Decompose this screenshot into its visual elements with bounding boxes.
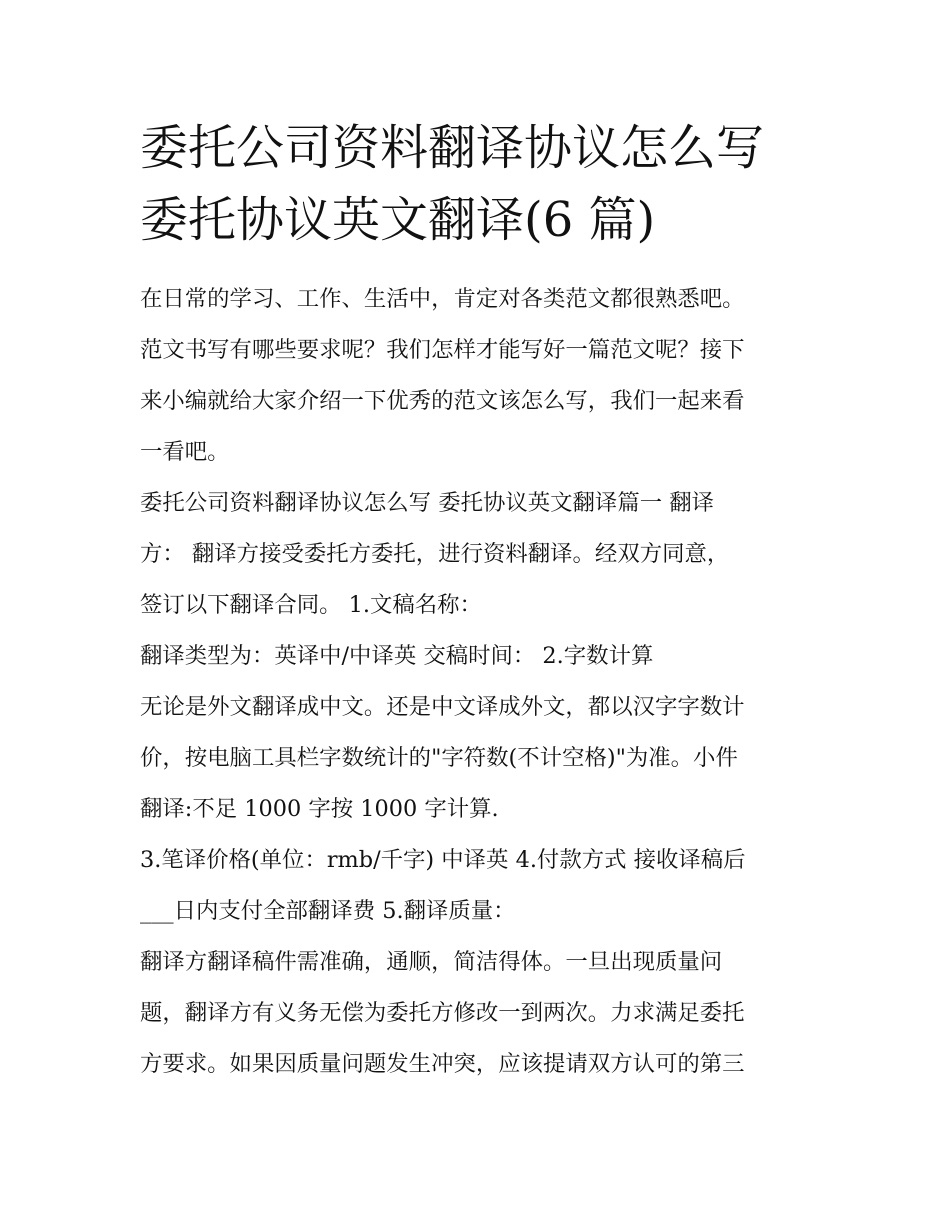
- title-line-2: 委托协议英文翻译(6 篇): [140, 192, 656, 248]
- text-line: 在日常的学习、工作、生活中，肯定对各类范文都很熟悉吧。: [140, 286, 745, 312]
- quality-paragraph: [140, 937, 820, 1090]
- intro-paragraph: [140, 274, 820, 478]
- text-line: 委托公司资料翻译协议怎么写 委托协议英文翻译篇一 翻译: [140, 490, 714, 516]
- section-heading-paragraph: [140, 478, 820, 631]
- text-line: 题，翻译方有义务无偿为委托方修改一到两次。力求满足委托: [140, 1000, 745, 1026]
- text-line: 翻译类型为：英译中/中译英 交稿时间： 2.字数计算: [140, 643, 654, 669]
- text-line: 方： 翻译方接受委托方委托，进行资料翻译。经双方同意，: [140, 541, 730, 567]
- text-line: 来小编就给大家介绍一下优秀的范文该怎么写，我们一起来看: [140, 388, 745, 414]
- text-line: 翻译方翻译稿件需准确，通顺，简洁得体。一旦出现质量问: [140, 949, 723, 975]
- text-line: 无论是外文翻译成中文。还是中文译成外文，都以汉字字数计: [140, 694, 745, 720]
- text-line: 签订以下翻译合同。 1.文稿名称：: [140, 592, 482, 618]
- text-line: 价，按电脑工具栏字数统计的"字符数(不计空格)"为准。小件: [140, 745, 738, 771]
- translation-type-paragraph: [140, 631, 820, 682]
- text-line: ___日内支付全部翻译费 5.翻译质量：: [140, 898, 516, 924]
- price-paragraph: [140, 835, 820, 937]
- text-line: 方要求。如果因质量问题发生冲突，应该提请双方认可的第三: [140, 1051, 745, 1077]
- text-line: 3.笔译价格(单位：rmb/千字) 中译英 4.付款方式 接收译稿后: [140, 847, 746, 873]
- text-line: 范文书写有哪些要求呢？我们怎样才能写好一篇范文呢？接下: [140, 337, 745, 363]
- title-line-1: 委托公司资料翻译协议怎么写: [140, 120, 765, 176]
- word-count-paragraph: [140, 682, 820, 835]
- text-line: 一看吧。: [140, 439, 230, 465]
- text-line: 翻译:不足 1000 字按 1000 字计算.: [140, 796, 499, 822]
- page-title: [140, 112, 840, 256]
